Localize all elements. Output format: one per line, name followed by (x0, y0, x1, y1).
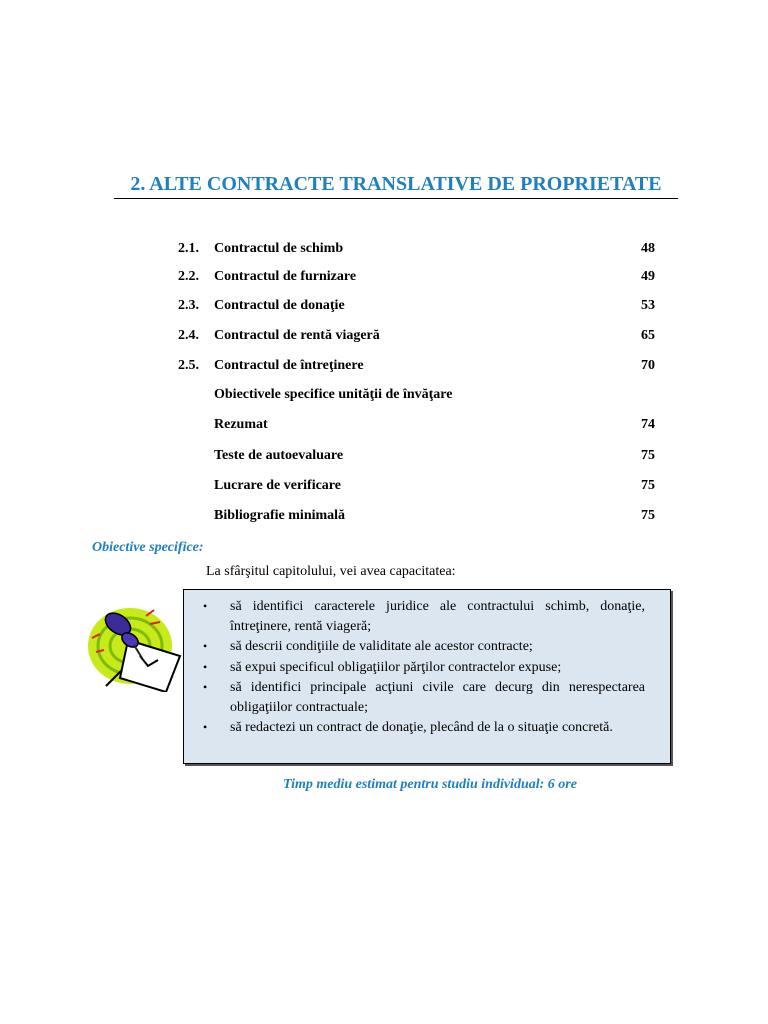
toc-row (0, 356, 768, 376)
objective-text: să identifici principale acţiuni civile care decurg din nerespectarea obligaţiilor contractuale; (230, 680, 645, 715)
list-item (203, 658, 645, 678)
objective-text: să identifici caracterele juridice ale contractului schimb, donaţie, întreţinere, rentă viageră; (230, 599, 645, 634)
toc-row (0, 415, 768, 435)
list-item (203, 597, 645, 636)
objective-text: să redactezi un contract de donaţie, plecând de la o situaţie concretă. (230, 720, 613, 735)
bullet-icon: • (203, 680, 208, 694)
toc-label: Obiectivele specifice unităţii de învăţare (214, 387, 453, 402)
toc-number: 2.2. (178, 269, 199, 284)
toc-page: 75 (641, 508, 655, 523)
objectives-list (184, 590, 670, 738)
toc-number: 2.5. (178, 358, 199, 373)
toc-row (0, 446, 768, 466)
list-item (203, 718, 645, 738)
objectives-heading: Obiective specifice: (92, 540, 204, 555)
toc-number: 2.3. (178, 298, 199, 313)
objective-text: să expui specificul obligaţiilor părţilor contractelor expuse; (230, 659, 562, 675)
toc-row (0, 326, 768, 346)
list-item (203, 637, 645, 657)
toc-number: 2.1. (178, 241, 199, 256)
toc-page: 49 (641, 269, 655, 284)
toc-page: 74 (641, 417, 655, 432)
toc-label: Contractul de furnizare (214, 269, 357, 284)
toc-page: 48 (641, 241, 655, 256)
toc-page: 65 (641, 328, 655, 343)
toc-row (0, 506, 768, 526)
bullet-icon: • (203, 639, 208, 653)
toc-label: Contractul de rentă viageră (214, 328, 380, 343)
objective-text: să descrii condiţiile de validitate ale acestor contracte; (230, 639, 533, 654)
toc-page: 70 (641, 358, 655, 373)
list-item (203, 678, 645, 717)
toc-label: Contractul de schimb (214, 241, 344, 256)
toc-number: 2.4. (178, 328, 199, 343)
toc-label: Contractul de întreţinere (214, 358, 364, 373)
time-estimate: Timp mediu estimat pentru studiu individual: 6 ore (283, 777, 577, 792)
pushpin-note-icon (84, 600, 184, 692)
toc-label: Rezumat (214, 417, 268, 432)
objectives-intro: La sfârşitul capitolului, vei avea capacitatea: (206, 564, 456, 579)
bullet-icon: • (203, 599, 208, 613)
objectives-box (183, 589, 671, 764)
bullet-icon: • (203, 659, 208, 674)
toc-row (0, 385, 768, 405)
toc-row (0, 267, 768, 287)
bullet-icon: • (203, 720, 208, 734)
chapter-title: 2. ALTE CONTRACTE TRANSLATIVE DE PROPRIETATE (114, 172, 678, 199)
toc-label: Lucrare de verificare (214, 478, 341, 493)
toc-row (0, 476, 768, 496)
toc-label: Teste de autoevaluare (214, 448, 344, 463)
toc-row (0, 296, 768, 316)
toc-page: 75 (641, 478, 655, 493)
toc-page: 75 (641, 448, 655, 463)
toc-label: Contractul de donaţie (214, 298, 345, 313)
toc-label: Bibliografie minimală (214, 508, 346, 523)
toc-page: 53 (641, 298, 655, 313)
toc-row (0, 239, 768, 259)
